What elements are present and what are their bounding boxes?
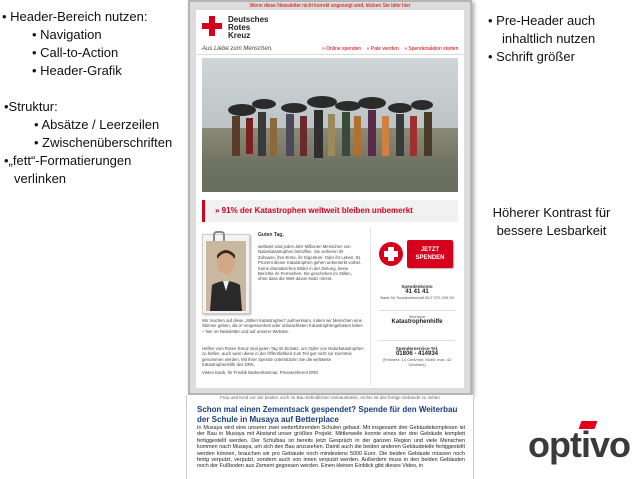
note-preheader-item1: • Pre-Header auch <box>488 13 596 28</box>
logo-line: Kreuz <box>228 31 251 40</box>
note-bold-line2: verlinken <box>14 171 67 186</box>
purpose-title: Stichwort <box>408 314 426 319</box>
hero-image[interactable] <box>202 58 458 192</box>
note-bold-line1: •„fett“-Formatierungen <box>4 153 132 168</box>
hotline-note: (Festnetz: 14 Cent/min; Mobil: max. 42 Cent/min) <box>382 357 452 367</box>
greeting: Guten Tag, <box>258 232 284 238</box>
logo-line: Deutsches <box>228 15 269 24</box>
signature: Vielen Dank, Ihr Fredrik Barkenhammar, Pressereferent DRK <box>202 370 319 375</box>
image-caption: Frau und Kind vor der beiden noch im Bau befindlichen Gebäudeteile, rechts ist das fertige Gebäude zu sehen <box>220 395 440 400</box>
donate-cta[interactable] <box>377 236 455 276</box>
note-preheader-item3: • Schrift größer <box>488 49 575 64</box>
red-cross-icon <box>379 242 403 266</box>
headline-banner[interactable] <box>202 200 458 222</box>
note-structure-item-paragraphs: • Absätze / Leerzeilen <box>34 117 160 132</box>
drk-logo-text <box>228 16 288 40</box>
donate-button[interactable] <box>407 240 453 268</box>
top-navigation <box>322 46 462 52</box>
notes-header-area <box>2 8 147 80</box>
note-contrast-line2: bessere Lesbarkeit <box>496 223 607 238</box>
bank-account-info <box>379 284 455 300</box>
purpose-info <box>379 314 455 325</box>
notes-structure <box>4 98 174 188</box>
logo-line: Rotes <box>228 23 251 32</box>
body-paragraph: Wir machen auf diese „Stillen Katastrophen“ aufmerksam, indem wir Menschen eine Stimme geben, die in Vergessenheit oder unbeachteten Katastrophengebieten leben – hier im Newsletter und auf unserer Website. <box>202 318 363 334</box>
article-body: In Musaya wird eine unserer zwei weiterführenden Schulen gebaut. Mit insgesamt drei Gebäudekomplexen ist der Bau in Musaya mit Abstand unser größtes Projekt. Mittlerweile konnte eines der drei Gebäude komplett fertiggestellt werden. Der Schulbau ist bereits jetzt Gespräch in der ganzen Region und viele Menschen kommen nach Musaya, um sich den Bau anzusehen. Damit auch die beiden anderen Gebäudeteile fertiggestellt werden können, brauchen wir pro Gebäude noch mindestens 5000 Euro. Die beiden Gebäude müssen noch fertig verputzt, verputzt, sondern auch von innen verputzt werden. Außerdem muss in den beiden Gebäuden noch der Fußboden aus Zement gegossen werden. Einen kleinen Einblick gibt dieses Video, in <box>197 425 465 470</box>
notes-preheader <box>488 12 595 66</box>
account-title: Spendenkonto <box>401 284 433 289</box>
account-number: 41 41 41 <box>405 289 429 295</box>
note-contrast-line1: Höherer Kontrast für <box>492 205 611 220</box>
slogan: Aus Liebe zum Menschen. <box>202 46 273 52</box>
bank-name: Bank für Sozialwirtschaft BLZ 370 205 00 <box>380 295 454 300</box>
newsletter-content <box>202 228 458 386</box>
hotline-info <box>379 346 455 367</box>
nav-pate-werden[interactable]: » Pate werden <box>366 46 399 52</box>
purpose-value: Katastrophenhilfe <box>391 319 443 325</box>
red-cross-logo-icon <box>202 16 222 36</box>
donation-sidebar <box>370 228 459 386</box>
note-header-title: • Header-Bereich nutzen: <box>2 9 148 24</box>
notes-contrast <box>484 204 619 240</box>
portrait-man-icon <box>206 241 246 311</box>
sidebar-divider <box>379 340 455 341</box>
donate-label-line: SPENDEN <box>415 255 445 261</box>
portrait-image <box>206 241 246 311</box>
banner-headline[interactable]: » 91% der Katastrophen weltweit bleiben unbemerkt <box>215 206 413 215</box>
article-screenshot <box>186 395 474 479</box>
body-paragraph: Helfen vom Roten Kreuz sind jeden Tag im Einsatz, um Opfer von Naturkatastrophen zu helfen, auch wenn diese in der Öffentlichkeit zum Teil gar nicht zur Kenntnis genommen werden. Mit Ihrer Spende unterstützen Sie die weltweite Katastrophenhilfe des DRK. <box>202 346 364 368</box>
note-header-item-graphic: • Header-Grafik <box>32 63 122 78</box>
note-header-item-navigation: • Navigation <box>32 27 102 42</box>
note-header-item-cta: • Call-to-Action <box>32 45 119 60</box>
nav-online-spenden[interactable]: » Online spenden <box>322 46 362 52</box>
nav-spendenaktion[interactable]: » Spendenaktion starten <box>404 46 459 52</box>
hero-photo-umbrellas <box>202 58 458 192</box>
article-title[interactable]: Schon mal einen Zementsack gespendet? Spende für den Weiterbau der Schule in Musaya auf Betterplace <box>197 405 458 424</box>
hotline-title: Spenderservice-Tel. <box>395 346 439 351</box>
sidebar-divider <box>379 310 455 311</box>
hotline-number: 01806 - 414934 <box>395 351 439 357</box>
author-photo <box>202 234 250 314</box>
optivo-logo: optivo <box>528 424 630 465</box>
note-structure-title: •Struktur: <box>4 99 58 114</box>
note-structure-item-subheadings: • Zwischenüberschriften <box>34 135 173 150</box>
donate-label-line: JETZT <box>420 247 440 253</box>
header-divider <box>196 54 464 55</box>
newsletter-screenshot <box>188 0 472 395</box>
newsletter-page <box>196 10 464 388</box>
preheader-link[interactable]: Wenn diese Newsletter nicht korrekt angezeigt wird, klicken Sie bitte hier <box>249 3 411 9</box>
note-preheader-item2: inhaltlich nutzen <box>502 31 596 46</box>
intro-paragraph: weltweit sind jedes Jahr Millionen Menschen von Naturkatastrophen betroffen. Sie verlieren ihr Zuhause, ihre Ernte, ihr Eigentum. Oder ihr Leben. 91 Prozent dieser Katastrophen gehen unbemerkt vorbei. Keine dramatischen Bilder in der Zeitung, keine Berichte im Fernsehen. Sie geschehen im Stillen, ohne dass die Welt davon Notiz nimmt. <box>258 244 362 282</box>
